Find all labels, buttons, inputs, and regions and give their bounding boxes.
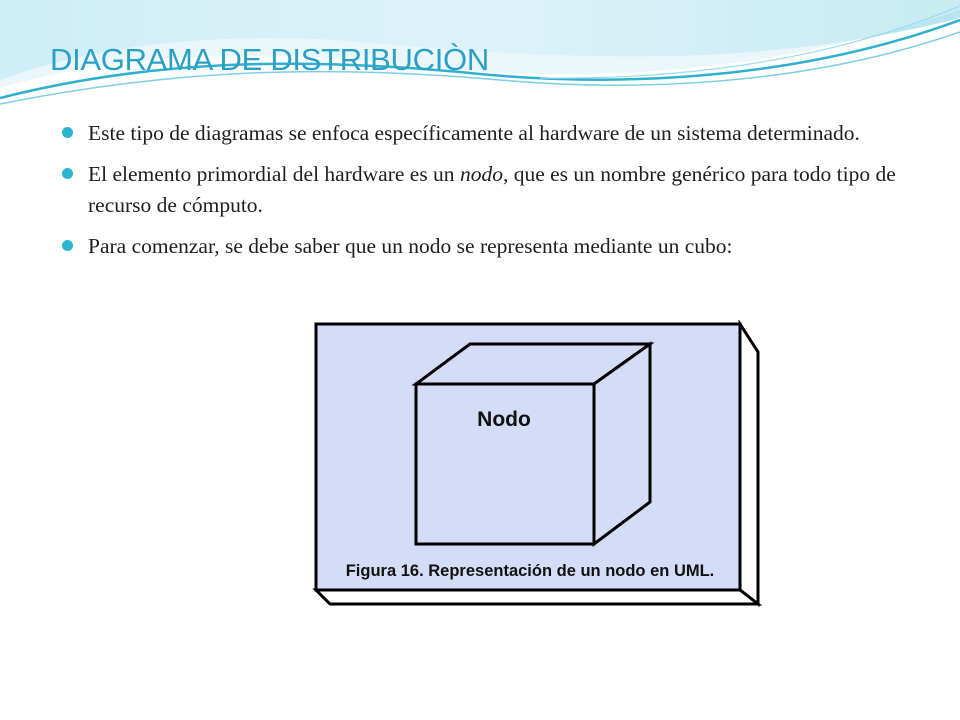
bullet-dot-icon bbox=[62, 127, 73, 138]
bullet-text: que es un nombre genérico para todo tipo de recurso de cómputo. bbox=[88, 162, 896, 217]
bullet-text: Para comenzar, se debe saber que un nodo se representa mediante un cubo: bbox=[88, 234, 733, 258]
bullet-dot-icon bbox=[62, 168, 73, 179]
bullet-emphasis-text: nodo, bbox=[459, 162, 509, 186]
bullet-item bbox=[62, 231, 902, 262]
bullet-text: Este tipo de diagramas se enfoca específicamente al hardware de un sistema determinado. bbox=[88, 121, 860, 145]
bullet-item bbox=[62, 118, 902, 149]
slide-title: DIAGRAMA DE DISTRIBUCIÒN bbox=[50, 42, 489, 77]
bullet-list bbox=[62, 118, 902, 272]
figure-caption: Figura 16. Representación de un nodo en UML. bbox=[345, 562, 715, 580]
figure-shadow-side bbox=[740, 324, 758, 604]
figure-shadow-bottom bbox=[316, 590, 758, 604]
node-label: Nodo bbox=[477, 408, 531, 431]
bullet-dot-icon bbox=[62, 240, 73, 251]
bullet-text: El elemento primordial del hardware es un bbox=[88, 162, 460, 186]
node-figure bbox=[308, 320, 764, 610]
bullet-item bbox=[62, 159, 902, 221]
